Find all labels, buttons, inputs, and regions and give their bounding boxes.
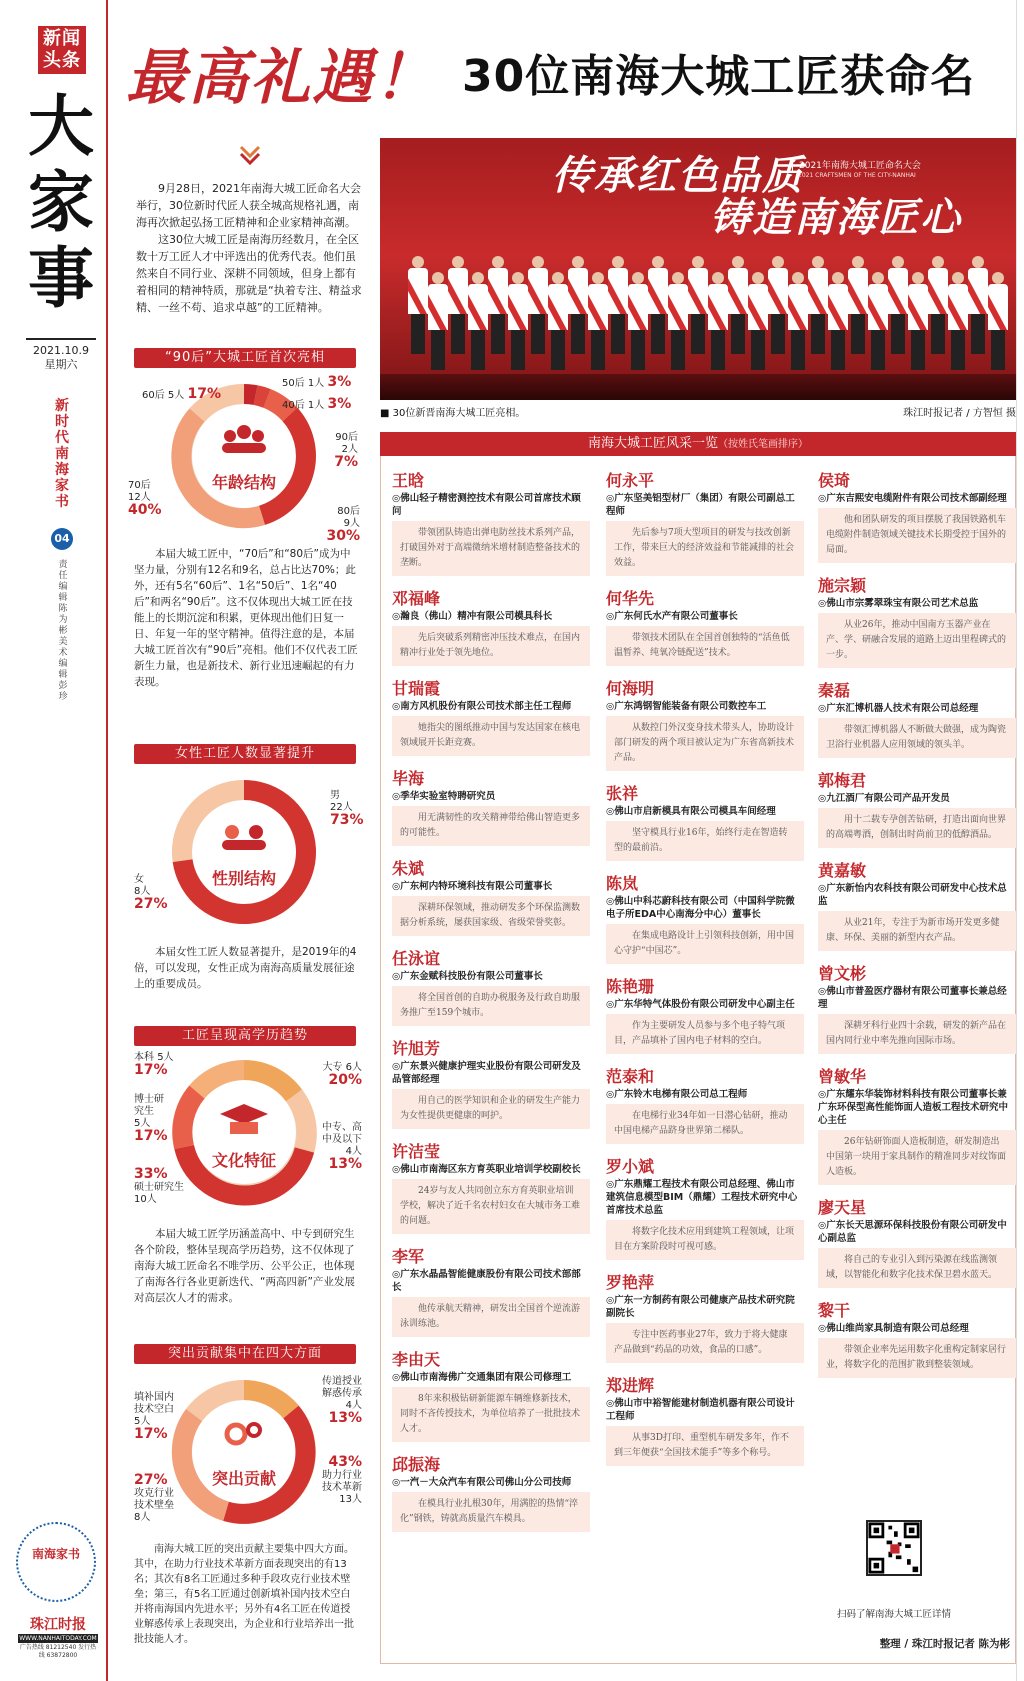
age-label-60s: 60后 5人 17% xyxy=(142,386,221,402)
craftsman-name: 曾文彬 xyxy=(818,964,867,983)
craftsman-title: ◎九江酒厂有限公司产品开发员 xyxy=(818,793,950,804)
craftsman-entry xyxy=(818,770,1016,848)
craftsman-entry xyxy=(392,1141,590,1234)
craftsman-title: ◎佛山市中裕智能建材制造机器有限公司设计工程师 xyxy=(606,1398,795,1422)
panel-note: （按姓氏笔画排序） xyxy=(718,439,808,450)
craftsman-title: ◎佛山市启新模具有限公司模具车间经理 xyxy=(606,806,776,817)
craftsman-title: ◎广东华特气体股份有限公司研发中心副主任 xyxy=(606,999,795,1010)
editors: 责任编辑 陈为彬 美术编辑 彭珍 xyxy=(58,560,68,702)
craftsman-name: 陈艳珊 xyxy=(606,977,655,996)
gender-label-male: 男 22人 73% xyxy=(330,790,364,828)
news-badge: 新闻头条 xyxy=(38,26,86,74)
nanhai-seal-logo: 南海家书 xyxy=(16,1522,96,1602)
craftsman-entry xyxy=(392,470,590,576)
craftsman-title: ◎季华实验室特聘研究员 xyxy=(392,791,496,802)
craftsman-name: 甘瑞霞 xyxy=(392,679,441,698)
craftsman-description: 从数控门外汉变身技术带头人，协助设计部门研发的两个项目被认定为广东省高新技术产品。 xyxy=(606,716,804,771)
craftsman-description: 在模具行业扎根30年，用满腔的热情“淬化”钢铁，铸就高质量汽车模具。 xyxy=(392,1492,590,1532)
person-figure xyxy=(888,256,908,354)
craftsman-name: 何海明 xyxy=(606,679,655,698)
contribution-analysis-text: 南海大城工匠的突出贡献主要集中四大方面。其中，在助力行业技术革新方面表现突出的有13名；其次有8名工匠通过多种手段攻克行业技术壁垒；第三，有5名工匠通过创新填补国内技术空白并将南海国内先进水平；另外有4名工匠在传道授业解惑传承上表现突出，为企业和行业培养出一批批技能人才。 xyxy=(134,1544,354,1645)
craftsman-entry xyxy=(818,1197,1016,1288)
craftsman-description: 26年钻研饰面人造板制造，研发制造出中国第一块用于家具制作的精准同步对纹饰面人造板。 xyxy=(818,1130,1016,1185)
craftsman-description: 先后突破系列精密冲压技术难点，在国内精冲行业处于领先地位。 xyxy=(392,626,590,666)
craftsman-title: ◎佛山市南海区东方育英职业培训学校副校长 xyxy=(392,1164,581,1175)
contribution-section-title: 突出贡献集中在四大方面 xyxy=(134,1344,356,1364)
craftsman-name: 何华先 xyxy=(606,589,655,608)
age-analysis-text: 本届大城工匠中，“70后”和“80后”成为中坚力量，分别有12名和9名，总占比达70%；此外，还有5名“60后”、1名“50后”、1名“40后”和两名“90后”。这不仅体现出大城工匠在技能上的长期沉淀和积累，更体现出他们日复一日、年复一年的坚守精神。值得注意的是，本届大城工匠首次有“90后”亮相。他们不仅代表工匠新生力量，也是新技术、新行业迅速崛起的有力表现。 xyxy=(134,548,358,688)
craftsman-name: 曾敏华 xyxy=(818,1067,867,1086)
craftsman-title: ◎佛山中科芯蔚科技有限公司（中国科学院微电子所EDA中心南海分中心）董事长 xyxy=(606,896,795,920)
craftsman-entry xyxy=(392,1246,590,1337)
craftsman-name: 毕海 xyxy=(392,769,425,788)
paper-contact: 广告热线 81212540 发行热线 63872800 xyxy=(19,1644,97,1659)
craftsman-description: 用十二载专孕创苦钻研，打造出面向世界的高端粤酒，创制出时尚前卫的低醇酒品。 xyxy=(818,808,1016,848)
craftsman-title: ◎广东长天思源环保科技股份有限公司研发中心副总监 xyxy=(818,1220,1007,1244)
section-title: 大家事 xyxy=(28,87,94,317)
photo-event-name: 2021年南海大城工匠命名大会 xyxy=(792,158,921,171)
person-figure xyxy=(688,256,708,354)
intro-paragraph: 9月28日，2021年南海大城工匠命名大会举行，30位新时代匠人获全城高规格礼遇，南海再次掀起弘扬工匠精神和企业家精神高潮。 xyxy=(136,182,361,229)
weekday: 星期六 xyxy=(44,358,78,371)
craftsman-name: 施宗颖 xyxy=(818,576,867,595)
craftsman-name: 范泰和 xyxy=(606,1067,655,1086)
person-figure xyxy=(668,272,688,370)
group-photo xyxy=(380,138,1016,400)
craftsman-entry xyxy=(818,1066,1016,1185)
contribution-label-barrier: 27% 攻克行业技术壁垒 8人 xyxy=(134,1472,174,1523)
craftsman-description: 将自己的专业引入到污染源在线监测领域，以智能化和数字化技术保卫碧水蓝天。 xyxy=(818,1248,1016,1288)
person-figure xyxy=(628,272,648,370)
people-icon xyxy=(224,430,236,442)
craftsman-title: ◎广东景兴健康护理实业股份有限公司研发及品管部经理 xyxy=(392,1061,581,1085)
craftsman-description: 从业26年，推动中国南方玉器产业在产、学、研融合发展的道路上迈出里程碑式的一步。 xyxy=(818,613,1016,668)
craftsman-description: 带领团队铸造出弹电防丝技术系列产品，打破国外对于高端微纳米增材制造整备技术的垄断。 xyxy=(392,521,590,576)
person-figure xyxy=(748,272,768,370)
craftsman-name: 任泳谊 xyxy=(392,949,441,968)
craftsmen-column-3 xyxy=(818,470,1016,1390)
gender-analysis-text: 本届女性工匠人数显著提升，是2019年的4倍，可以发现，女性正成为南海高质量发展征途上的重要成员。 xyxy=(134,946,357,990)
education-analysis-text: 本届大城工匠学历涵盖高中、中专到研究生各个阶段，整体呈现高学历趋势，这不仅体现了南海大城工匠命名不唯学历、公平公正，也体现了南海各行各业更新迭代、“两高四新”产业发展对高层次人才的需求。 xyxy=(134,1228,355,1304)
column-name: 新时代南海家书 xyxy=(55,398,69,510)
craftsman-name: 陈岚 xyxy=(606,874,639,893)
education-label-master: 33% 硕士研究生 10人 xyxy=(134,1166,184,1205)
page-number: 04 xyxy=(51,528,73,550)
craftsman-name: 邓福峰 xyxy=(392,589,441,608)
craftsman-description: 在电梯行业34年如一日潜心钻研，推动中国电梯产品跻身世界第二梯队。 xyxy=(606,1104,804,1144)
craftsman-description: 带领企业率先运用数字化重构定制家居行业，将数字化的范围扩散到整装领域。 xyxy=(818,1338,1016,1378)
craftsman-entry xyxy=(392,1454,590,1532)
craftsman-description: 先后参与7项大型项目的研发与技改创新工作，带来巨大的经济效益和节能减排的社会效益。 xyxy=(606,521,804,576)
education-label-highschool: 中专、高中及以下 4人 13% xyxy=(322,1122,362,1172)
intro-paragraph: 这30位大城工匠是南海历经数月，在全区数十万工匠人才中评选出的优秀代表。他们虽然来自不同行业、深耕不同领域，但身上都有着相同的精神特质，那就是“执着专注、精益求精、一丝不苟、追求卓越”的工匠精神。 xyxy=(136,233,362,314)
person-figure xyxy=(908,272,928,370)
craftsman-title: ◎广东何氏水产有限公司董事长 xyxy=(606,611,738,622)
craftsman-title: ◎佛山市宗雾翠珠宝有限公司艺术总监 xyxy=(818,598,979,609)
craftsman-description: 他和团队研发的项目摆脱了我国铁路机车电缆附件制造领域关键技术长期受控于国外的局面。 xyxy=(818,508,1016,563)
craftsman-description: 专注中医药事业27年，致力于将大健康产品做到“药品的功效，食品的口感”。 xyxy=(606,1323,804,1363)
craftsman-name: 秦磊 xyxy=(818,681,851,700)
person-figure xyxy=(768,256,788,354)
age-label-80s: 80后 9人 30% xyxy=(326,506,360,544)
craftsman-description: 在集成电路设计上引领科技创新，用中国心守护“中国芯”。 xyxy=(606,924,804,964)
craftsman-entry xyxy=(392,678,590,756)
craftsman-entry xyxy=(392,948,590,1026)
craftsman-name: 何永平 xyxy=(606,471,655,490)
person-figure xyxy=(988,272,1008,370)
person-figure xyxy=(968,256,988,354)
paper-logo: 珠江时报 xyxy=(30,1617,86,1633)
craftsman-name: 李军 xyxy=(392,1247,425,1266)
craftsman-entry xyxy=(606,1375,804,1466)
panel-credit: 整理 / 珠江时报记者 陈为彬 xyxy=(879,1638,1010,1650)
craftsman-name: 张祥 xyxy=(606,784,639,803)
craftsman-description: 深耕环保领域，推动研发多个环保监测数据分析系统，屡获国家级、省级荣誉奖彰。 xyxy=(392,896,590,936)
age-section-title: “90后”大城工匠首次亮相 xyxy=(134,348,356,368)
panel-title: 南海大城工匠风采一览 xyxy=(587,436,718,451)
craftsman-description: 带领汇博机器人不断做大做强，成为陶瓷卫浴行业机器人应用领域的领头羊。 xyxy=(818,718,1016,758)
contribution-label-innovation: 43% 助力行业技术革新 13人 xyxy=(322,1454,362,1505)
craftsman-title: ◎广东鼎耀工程技术有限公司总经理、佛山市建筑信息模型BIM（鼎耀）工程技术研究中心首席技术总监 xyxy=(606,1179,798,1216)
person-figure xyxy=(728,256,748,354)
person-figure xyxy=(928,256,948,354)
craftsman-entry xyxy=(818,680,1016,758)
paper-url: WWW.NANHAITODAY.COM xyxy=(19,1635,97,1642)
age-segment-50s xyxy=(244,394,256,395)
contribution-label-gap: 填补国内技术空白 5人 17% xyxy=(134,1392,174,1442)
craftsman-entry xyxy=(392,768,590,846)
person-figure xyxy=(948,272,968,370)
craftsman-title: ◎佛山轻子精密测控技术有限公司首席技术顾问 xyxy=(392,493,581,517)
person-figure xyxy=(788,272,808,370)
craftsman-entry xyxy=(606,588,804,666)
person-figure xyxy=(428,272,448,370)
craftsman-title: ◎广东金赋科技股份有限公司董事长 xyxy=(392,971,543,982)
craftsman-name: 王晗 xyxy=(392,471,425,490)
page-edge xyxy=(1016,0,1024,1681)
craftsman-entry xyxy=(392,588,590,666)
craftsman-entry xyxy=(606,470,804,576)
panel-header xyxy=(380,432,1016,456)
person-figure xyxy=(808,256,828,354)
education-section-title: 工匠呈现高学历趋势 xyxy=(134,1026,356,1046)
craftsman-entry xyxy=(818,860,1016,951)
education-donut-chart xyxy=(164,1052,324,1212)
craftsman-entry xyxy=(606,976,804,1054)
person-figure xyxy=(828,272,848,370)
age-segment-40s xyxy=(256,395,267,398)
craftsman-name: 邱振海 xyxy=(392,1455,441,1474)
person-figure xyxy=(408,256,428,354)
craftsman-title: ◎瀚良（佛山）精冲有限公司模具科长 xyxy=(392,611,553,622)
person-figure xyxy=(548,272,568,370)
gender-chart-center-label: 性别结构 xyxy=(211,869,276,888)
craftsman-description: 用自己的医学知识和企业的研发生产能力为女性提供更健康的呵护。 xyxy=(392,1089,590,1129)
craftsman-description: 从事3D打印、重型机车研发多年，作不到三年便获“全国技术能手”等多个称号。 xyxy=(606,1426,804,1466)
person-figure xyxy=(448,256,468,354)
craftsman-entry xyxy=(606,1272,804,1363)
craftsman-name: 朱斌 xyxy=(392,859,425,878)
craftsman-name: 郭梅君 xyxy=(818,771,867,790)
age-chart-center-label: 年龄结构 xyxy=(211,473,276,492)
age-label-90s: 90后 2人 7% xyxy=(334,432,358,470)
craftsman-description: 8年来积极钻研新能源车辆维修新技术，同时不吝传授技术，为单位培养了一批批技术人才。 xyxy=(392,1387,590,1442)
person-figure xyxy=(488,256,508,354)
gender-section-title: 女性工匠人数显著提升 xyxy=(134,744,356,764)
craftsmen-column-1 xyxy=(392,470,590,1544)
craftsman-title: ◎广东汇博机器人技术有限公司总经理 xyxy=(818,703,979,714)
craftsman-name: 罗小斌 xyxy=(606,1157,655,1176)
craftsman-description: 用无满韧性的攻关精神带给佛山智造更多的可能性。 xyxy=(392,806,590,846)
craftsman-description: 带领技术团队在全国首创独特的“活鱼低温暂养、纯氧冷链配送”技术。 xyxy=(606,626,804,666)
person-figure xyxy=(508,272,528,370)
chevron-down-icon xyxy=(238,143,262,167)
person-figure xyxy=(848,256,868,354)
craftsman-description: 坚守模具行业16年，始终行走在智造转型的最前沿。 xyxy=(606,821,804,861)
gender-label-female: 女 8人 27% xyxy=(134,874,168,912)
craftsman-title: ◎广东一方制药有限公司健康产品技术研究院副院长 xyxy=(606,1295,795,1319)
craftsman-title: ◎南方风机股份有限公司技术部主任工程师 xyxy=(392,701,572,712)
person-figure xyxy=(528,256,548,354)
date: 2021.10.9 xyxy=(33,344,89,357)
person-figure xyxy=(568,256,588,354)
craftsman-description: 作为主要研发人员参与多个电子特气项目，产品填补了国内电子材料的空白。 xyxy=(606,1014,804,1054)
craftsman-entry xyxy=(606,678,804,771)
craftsman-name: 侯琦 xyxy=(818,471,851,490)
photo-credit: 珠江时报记者 / 方智恒 摄 xyxy=(903,408,1016,419)
person-figure xyxy=(588,272,608,370)
stage xyxy=(380,374,1016,400)
gender-donut-chart xyxy=(164,772,324,932)
craftsman-entry xyxy=(392,1349,590,1442)
person-figure xyxy=(648,256,668,354)
craftsman-name: 罗艳萍 xyxy=(606,1273,655,1292)
photo-event-en: 2021 CRAFTSMEN OF THE CITY-NANHAI xyxy=(798,172,916,179)
photo-banner-line2: 铸造南海匠心 xyxy=(710,195,962,241)
contribution-donut-chart xyxy=(164,1372,324,1532)
craftsman-title: ◎广东柯内特环境科技有限公司董事长 xyxy=(392,881,553,892)
qr-code-icon[interactable] xyxy=(866,1520,922,1576)
craftsman-title: ◎佛山市普盈医疗器材有限公司董事长兼总经理 xyxy=(818,986,1007,1010)
photo-banner-line1: 传承红色品质 xyxy=(552,153,804,199)
person-figure xyxy=(868,272,888,370)
craftsman-entry xyxy=(392,858,590,936)
craftsman-title: ◎广东鸿钢智能装备有限公司数控车工 xyxy=(606,701,767,712)
craftsman-name: 黄嘉敏 xyxy=(818,861,867,880)
contribution-chart-center-label: 突出贡献 xyxy=(211,1469,276,1488)
person-figure xyxy=(608,256,628,354)
headline-main: 30位南海大城工匠获命名 xyxy=(462,51,976,102)
craftsman-name: 廖天星 xyxy=(818,1198,867,1217)
craftsman-name: 郑进辉 xyxy=(606,1376,655,1395)
craftsman-title: ◎广东吉熙安电缆附件有限公司技术部副经理 xyxy=(818,493,1007,504)
craftsman-entry xyxy=(818,470,1016,563)
intro-text xyxy=(136,180,364,316)
craftsman-entry xyxy=(818,963,1016,1054)
craftsman-title: ◎一汽－大众汽车有限公司佛山分公司技师 xyxy=(392,1477,572,1488)
craftsman-description: 她指尖的图纸推动中国与发达国家在核电领域展开长距竞赛。 xyxy=(392,716,590,756)
craftsman-name: 黎干 xyxy=(818,1301,851,1320)
craftsman-name: 李由天 xyxy=(392,1350,441,1369)
qr-caption: 扫码了解南海大城工匠详情 xyxy=(836,1609,951,1620)
craftsman-entry xyxy=(606,1156,804,1260)
craftsman-title: ◎广东水晶晶智能健康股份有限公司技术部部长 xyxy=(392,1269,581,1293)
craftsman-entry xyxy=(818,575,1016,668)
craftsman-description: 深耕牙科行业四十余载，研发的新产品在国内同行业中率先推向国际市场。 xyxy=(818,1014,1016,1054)
age-label-70s: 70后 12人 40% xyxy=(128,480,162,518)
craftsman-description: 从业21年，专注于为新市场开发更多健康、环保、美丽的新型内衣产品。 xyxy=(818,911,1016,951)
craftsman-description: 将全国首创的自助办税服务及行政自助服务推广至159个城市。 xyxy=(392,986,590,1026)
education-label-bachelor: 本科 5人 17% xyxy=(134,1052,174,1078)
craftsman-name: 许洁莹 xyxy=(392,1142,441,1161)
age-label-50s: 50后 1人 3% xyxy=(282,374,352,390)
craftsman-entry xyxy=(818,1300,1016,1378)
craftsman-description: 将数字化技术应用到建筑工程领域，让项目在方案阶段时可视可感。 xyxy=(606,1220,804,1260)
dateline xyxy=(26,338,96,372)
craftsman-title: ◎广东新怡内农科技有限公司研发中心技术总监 xyxy=(818,883,1007,907)
craftsman-entry xyxy=(606,783,804,861)
craftsman-title: ◎佛山维尚家具制造有限公司总经理 xyxy=(818,1323,969,1334)
craftsman-description: 他传承航天精神，研发出全国首个逆流游泳训练池。 xyxy=(392,1297,590,1337)
craftsman-entry xyxy=(606,1066,804,1144)
education-chart-center-label: 文化特征 xyxy=(211,1151,276,1170)
craftsman-title: ◎广东坚美铝型材厂（集团）有限公司副总工程师 xyxy=(606,493,795,517)
photo-caption: ■ 30位新晋南海大城工匠亮相。 xyxy=(380,408,526,419)
age-label-40s: 40后 1人 3% xyxy=(282,396,352,412)
craftsman-title: ◎广东铃木电梯有限公司总工程师 xyxy=(606,1089,748,1100)
education-label-phd: 博士研究生 5人 17% xyxy=(134,1094,168,1144)
contribution-label-teaching: 传道授业解惑传承 4人 13% xyxy=(322,1376,362,1426)
education-label-college: 大专 6人 20% xyxy=(322,1062,362,1088)
person-figure xyxy=(708,272,728,370)
craftsman-title: ◎佛山市南海佛广交通集团有限公司修理工 xyxy=(392,1372,572,1383)
headline-emphasis: 最高礼遇！ xyxy=(126,43,436,113)
person-figure xyxy=(468,272,488,370)
craftsman-entry xyxy=(606,873,804,964)
craftsman-description: 24岁与友人共同创立东方育英职业培训学校，解决了近千名农村妇女在大城市务工难的问题。 xyxy=(392,1179,590,1234)
craftsman-entry xyxy=(392,1038,590,1129)
craftsman-title: ◎广东耀东华装饰材料科技有限公司董事长兼广东环保型高性能饰面人造板工程技术研究中心主任 xyxy=(818,1089,1009,1126)
people-icon xyxy=(225,825,239,839)
craftsman-name: 许旭芳 xyxy=(392,1039,441,1058)
craftsmen-column-2 xyxy=(606,470,804,1478)
